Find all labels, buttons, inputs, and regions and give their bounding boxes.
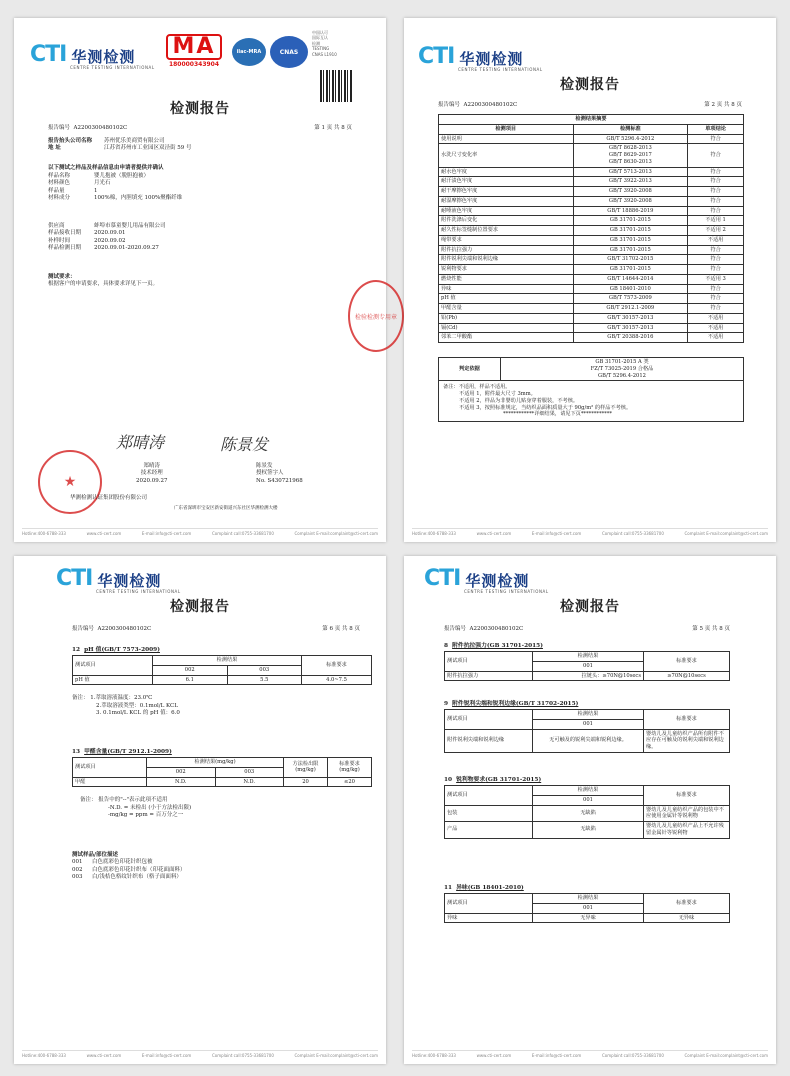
cnas-side-text: 中国认可 国际互认 检测 TESTING CNAS L1910 (312, 30, 337, 57)
summary-item: 水洗尺寸变化率 (439, 144, 574, 167)
col-conclusion: 单项结论 (688, 124, 744, 134)
summary-standard: GB 31701-2015 (573, 216, 688, 226)
formaldehyde-table: 测试项目 检测结果(mg/kg) 方法检出限 (mg/kg) 标准要求 (mg/kg) 002 003 甲醛 N.D. N.D. 20 ≤20 (72, 757, 372, 787)
basis-label: 判定依据 (439, 358, 501, 381)
cti-logo-cn: 华测检测 (71, 48, 136, 66)
report-meta: 报告编号 A2200300480102C 第 5 页 共 8 页 (444, 626, 730, 632)
summary-item: 耐汗渍色牢度 (439, 177, 574, 187)
summary-standard: GB 31701-2015 (573, 245, 688, 255)
summary-table-wrap (438, 114, 744, 422)
summary-standard: GB/T 5296.4-2012 (573, 134, 688, 144)
summary-row (439, 333, 744, 343)
summary-standard: GB 31701-2015 (573, 265, 688, 275)
page-footer: Hotline:400-6788-333 www.cti-cert.com E-mail:info@cti-cert.com Complaint call:0755-33681700 Complaint E-mail:complaint@cti-cert.com (412, 528, 768, 536)
summary-conclusion: 符合 (688, 187, 744, 197)
summary-row (439, 177, 744, 187)
cti-logo-en: CENTRE TESTING INTERNATIONAL (70, 65, 155, 70)
summary-conclusion: 符合 (688, 144, 744, 167)
address-line: 广东省深圳市宝安区新安街道兴东社区华测检测大楼 (174, 506, 278, 511)
summary-row (439, 274, 744, 284)
summary-standard: GB/T 5713-2013 (573, 167, 688, 177)
summary-row (439, 216, 744, 226)
signature-2: 陈景发 (220, 435, 269, 454)
summary-row (439, 294, 744, 304)
summary-row (439, 187, 744, 197)
summary-item: pH 值 (439, 294, 574, 304)
notes-cell: 备注：不适用，样品不适用。 不适用 1，附件最大尺寸 3mm。 不适用 2，样品为非婴幼儿贴身穿着服装，不考核。 不适用 3，按照标准规定，当纺织品面积质量大于 90g/m² 的样品不考核。 ************详细结果，请见下页************ (439, 381, 744, 422)
cti-logo: CTI 华测检测 CENTRE TESTING INTERNATIONAL (424, 566, 549, 594)
summary-standard: GB/T 20388-2016 (573, 333, 688, 343)
edge-stamp: 检验检测专用章 (348, 280, 404, 352)
summary-conclusion: 符合 (688, 245, 744, 255)
summary-row (439, 255, 744, 265)
summary-standard: GB/T 3920-2008 (573, 187, 688, 197)
page-footer: Hotline:400-6788-333 www.cti-cert.com E-mail:info@cti-cert.com Complaint call:0755-33681700 Complaint E-mail:complaint@cti-cert.com (412, 1050, 768, 1058)
summary-standard: GB 31701-2015 (573, 226, 688, 236)
page-footer: Hotline:400-6788-333 www.cti-cert.com E-mail:info@cti-cert.com Complaint call:0755-33681700 Complaint E-mail:complaint@cti-cert.com (22, 1050, 378, 1058)
ilac-mra-badge: ilac-MRA (232, 38, 266, 66)
summary-conclusion: 符合 (688, 134, 744, 144)
summary-conclusion: 不适用 (688, 235, 744, 245)
summary-row (439, 323, 744, 333)
summary-item: 锐利物要求 (439, 265, 574, 275)
col-standard: 检测标准 (573, 124, 688, 134)
summary-row (439, 313, 744, 323)
report-meta: 报告编号 A2200300480102C 第 1 页 共 8 页 (48, 125, 352, 131)
report-title: 检测报告 (560, 599, 620, 615)
report-page-2 (404, 18, 776, 542)
sample-notice: 以下测试之样品及样品信息由申请者提供并确认 (48, 165, 164, 171)
summary-item: 附件抗拉强力 (439, 245, 574, 255)
summary-standard: GB/T 14644-2014 (573, 274, 688, 284)
summary-standard: GB 31701-2015 (573, 235, 688, 245)
applicant-block: 报告抬头公司名称 苏州优乐美商贸有限公司 地 址 江苏省苏州市工业园区双泾街 59 号 (48, 138, 192, 152)
ph-table: 测试项目 检测结果 标准要求 002 003 pH 值 6.1 5.5 4.0~7.5 (72, 655, 372, 685)
basis-table (438, 357, 744, 422)
summary-item: 甲醛含量 (439, 304, 574, 314)
summary-standard: GB/T 7573-2009 (573, 294, 688, 304)
summary-conclusion: 不适用 (688, 313, 744, 323)
summary-standard: GB/T 31702-2015 (573, 255, 688, 265)
report-page-5 (404, 556, 776, 1064)
report-meta: 报告编号 A2200300480102C 第 6 页 共 8 页 (72, 626, 360, 632)
summary-conclusion: 不适用 (688, 333, 744, 343)
page-footer: Hotline:400-6788-333 www.cti-cert.com E-mail:info@cti-cert.com Complaint call:0755-33681700 Complaint E-mail:complaint@cti-cert.com (22, 528, 378, 536)
summary-standard: GB/T 30157-2013 (573, 323, 688, 333)
summary-row (439, 206, 744, 216)
summary-title: 检测结果摘要 (439, 115, 744, 125)
summary-conclusion: 符合 (688, 284, 744, 294)
summary-item: 耐干摩擦色牢度 (439, 187, 574, 197)
summary-conclusion: 符合 (688, 294, 744, 304)
summary-row (439, 144, 744, 167)
summary-row (439, 265, 744, 275)
summary-standard: GB/T 2912.1-2009 (573, 304, 688, 314)
cnas-badge: CNAS (270, 36, 308, 68)
signer-1: 郑晴涛 技术经理 2020.09.27 (136, 463, 168, 484)
report-title: 检测报告 (170, 101, 230, 117)
summary-standard: GB/T 3922-2013 (573, 177, 688, 187)
summary-standard: GB 18401-2010 (573, 284, 688, 294)
summary-conclusion: 符合 (688, 206, 744, 216)
company-line: 华测检测认证集团股份有限公司 (70, 495, 148, 501)
sharp-object-section: 10 锐利物要求(GB 31701-2015) 测试项目 检测结果 标准要求 001 包装 无缺陷 婴幼儿及儿童纺织产品的包装中不应使用金属针等锐利物 产品 无缺陷 婴幼儿及儿童纺织产品上不允许残留金属针等锐利物 (444, 770, 730, 839)
summary-item: 异味 (439, 284, 574, 294)
col-item: 检测项目 (439, 124, 574, 134)
summary-item: 使用说明 (439, 134, 574, 144)
summary-standard: GB/T 30157-2013 (573, 313, 688, 323)
ph-notes: 备注： 1.萃取溶液温度：23.0℃ 2.萃取溶液类型：0.1mol/L KCL 3. 0.1mol/L KCL 的 pH 值：6.0 (72, 695, 180, 717)
report-meta: 报告编号 A2200300480102C 第 2 页 共 8 页 (438, 102, 742, 108)
supplier-fields: 供应商 蚌埠市慕童婴儿用品有限公司 样品接收日期 2020.09.01 补样时间 2020.09.02 样品检测日期 2020.09.01-2020.09.27 (48, 223, 166, 252)
summary-row (439, 235, 744, 245)
summary-conclusion: 不适用 3 (688, 274, 744, 284)
summary-row (439, 196, 744, 206)
report-title: 检测报告 (170, 599, 230, 615)
summary-conclusion: 不适用 (688, 323, 744, 333)
summary-item: 耐水色牢度 (439, 167, 574, 177)
formaldehyde-notes: 备注： 报告中的"--"表示此项不适用 -N.D. = 未检出 (小于方法检出限) -mg/kg = ppm = 百万分之一 (80, 797, 192, 819)
report-page-1 (14, 18, 397, 542)
summary-conclusion: 符合 (688, 265, 744, 275)
sample-fields: 样品名称 婴儿抱被（脱胆抱被） 材料颜色 月光石 样品量 1 材料成分 100%棉，内胆填充 100%聚酯纤维 (48, 173, 183, 202)
cma-logo: MA 180000343904 (166, 34, 222, 68)
summary-item: 绳带要求 (439, 235, 574, 245)
summary-item: 邻苯二甲酸酯 (439, 333, 574, 343)
summary-conclusion: 符合 (688, 177, 744, 187)
test-requirement: 测试要求： 根据客户的申请要求，具体要求详见下一页。 (48, 274, 159, 288)
summary-standard: GB/T 8628-2013 GB/T 8629-2017 GB/T 8630-2013 (573, 144, 688, 167)
report-page-6 (14, 556, 386, 1064)
summary-table (438, 114, 744, 343)
odor-section: 11 异味(GB 18401-2010) 测试项目 检测结果 标准要求 001 异味 无异味 无异味 (444, 878, 730, 923)
summary-row (439, 304, 744, 314)
summary-conclusion: 不适用 2 (688, 226, 744, 236)
summary-standard: GB/T 18886-2019 (573, 206, 688, 216)
summary-row (439, 134, 744, 144)
summary-row (439, 167, 744, 177)
sharp-edge-section: 9 附件锐利尖端和锐利边缘(GB/T 31702-2015) 测试项目 检测结果 标准要求 001 附件锐利尖端和锐利边缘 无可触及的锐利尖端和锐利边缘。 婴幼儿及儿童纺织产品所有附件不应存在可触及的锐利尖端和锐利边缘。 (444, 694, 730, 753)
summary-item: 附件锐利尖端和锐利边缘 (439, 255, 574, 265)
summary-item: 燃烧性能 (439, 274, 574, 284)
basis-values: GB 31701-2015 A 类 FZ/T 73025-2019 合格品 GB/T 5296.4-2012 (501, 358, 744, 381)
tensile-section: 8 附件抗拉强力(GB 31701-2015) 测试项目 检测结果 标准要求 001 附件抗拉强力 拉链头：≥70N@10secs ≥70N@10secs (444, 636, 730, 681)
summary-item: 附件洗涤后变化 (439, 216, 574, 226)
summary-conclusion: 不适用 1 (688, 216, 744, 226)
summary-conclusion: 符合 (688, 304, 744, 314)
summary-item: 耐湿摩擦色牢度 (439, 196, 574, 206)
summary-row (439, 284, 744, 294)
sample-description: 测试样品/部位描述 001 白色底彩色印花针织包被 002 白色底彩色印花针织布（印花面面料） 003 白/浅桔色格纹针织布（格子面面料） (72, 852, 186, 881)
official-seal: ★ (38, 450, 102, 514)
summary-item: 铅(Pb) (439, 313, 574, 323)
cti-logo: CTI 华测检测 CENTRE TESTING INTERNATIONAL (418, 44, 543, 72)
summary-item: 镉(Cd) (439, 323, 574, 333)
summary-item: 耐唾液色牢度 (439, 206, 574, 216)
summary-row (439, 245, 744, 255)
cti-logo: CTI 华测检测 CENTRE TESTING INTERNATIONAL (56, 566, 181, 594)
summary-standard: GB/T 3920-2008 (573, 196, 688, 206)
summary-row (439, 226, 744, 236)
signature-1: 郑晴涛 (116, 433, 165, 452)
signer-2: 陈景发 授权签字人 No. S430721968 (256, 463, 303, 484)
cti-logo-text: CTI (30, 42, 67, 67)
formaldehyde-section: 13 甲醛含量(GB/T 2912.1-2009) 测试项目 检测结果(mg/kg) 方法检出限 (mg/kg) 标准要求 (mg/kg) 002 003 甲醛 N.D. N.D. 20 ≤20 备注： 报告中的"--"表示此项不适用 -N.D. = 未检出 (小于方法检出限) -mg/kg = ppm = 百万分之一 (72, 742, 372, 820)
summary-conclusion: 符合 (688, 255, 744, 265)
ph-section: 12 pH 值(GB/T 7573-2009) 测试项目 检测结果 标准要求 002 003 pH 值 6.1 5.5 4.0~7.5 备注： 1.萃取溶液温度：23.0℃ 2.萃取溶液类型：0.1mol/L KCL 3. 0.1mol/L KCL 的 pH 值：6.0 (72, 640, 372, 718)
cti-logo (30, 42, 155, 70)
report-title: 检测报告 (560, 77, 620, 93)
summary-conclusion: 符合 (688, 167, 744, 177)
summary-item: 耐久性标签缝制位置要求 (439, 226, 574, 236)
summary-conclusion: 符合 (688, 196, 744, 206)
